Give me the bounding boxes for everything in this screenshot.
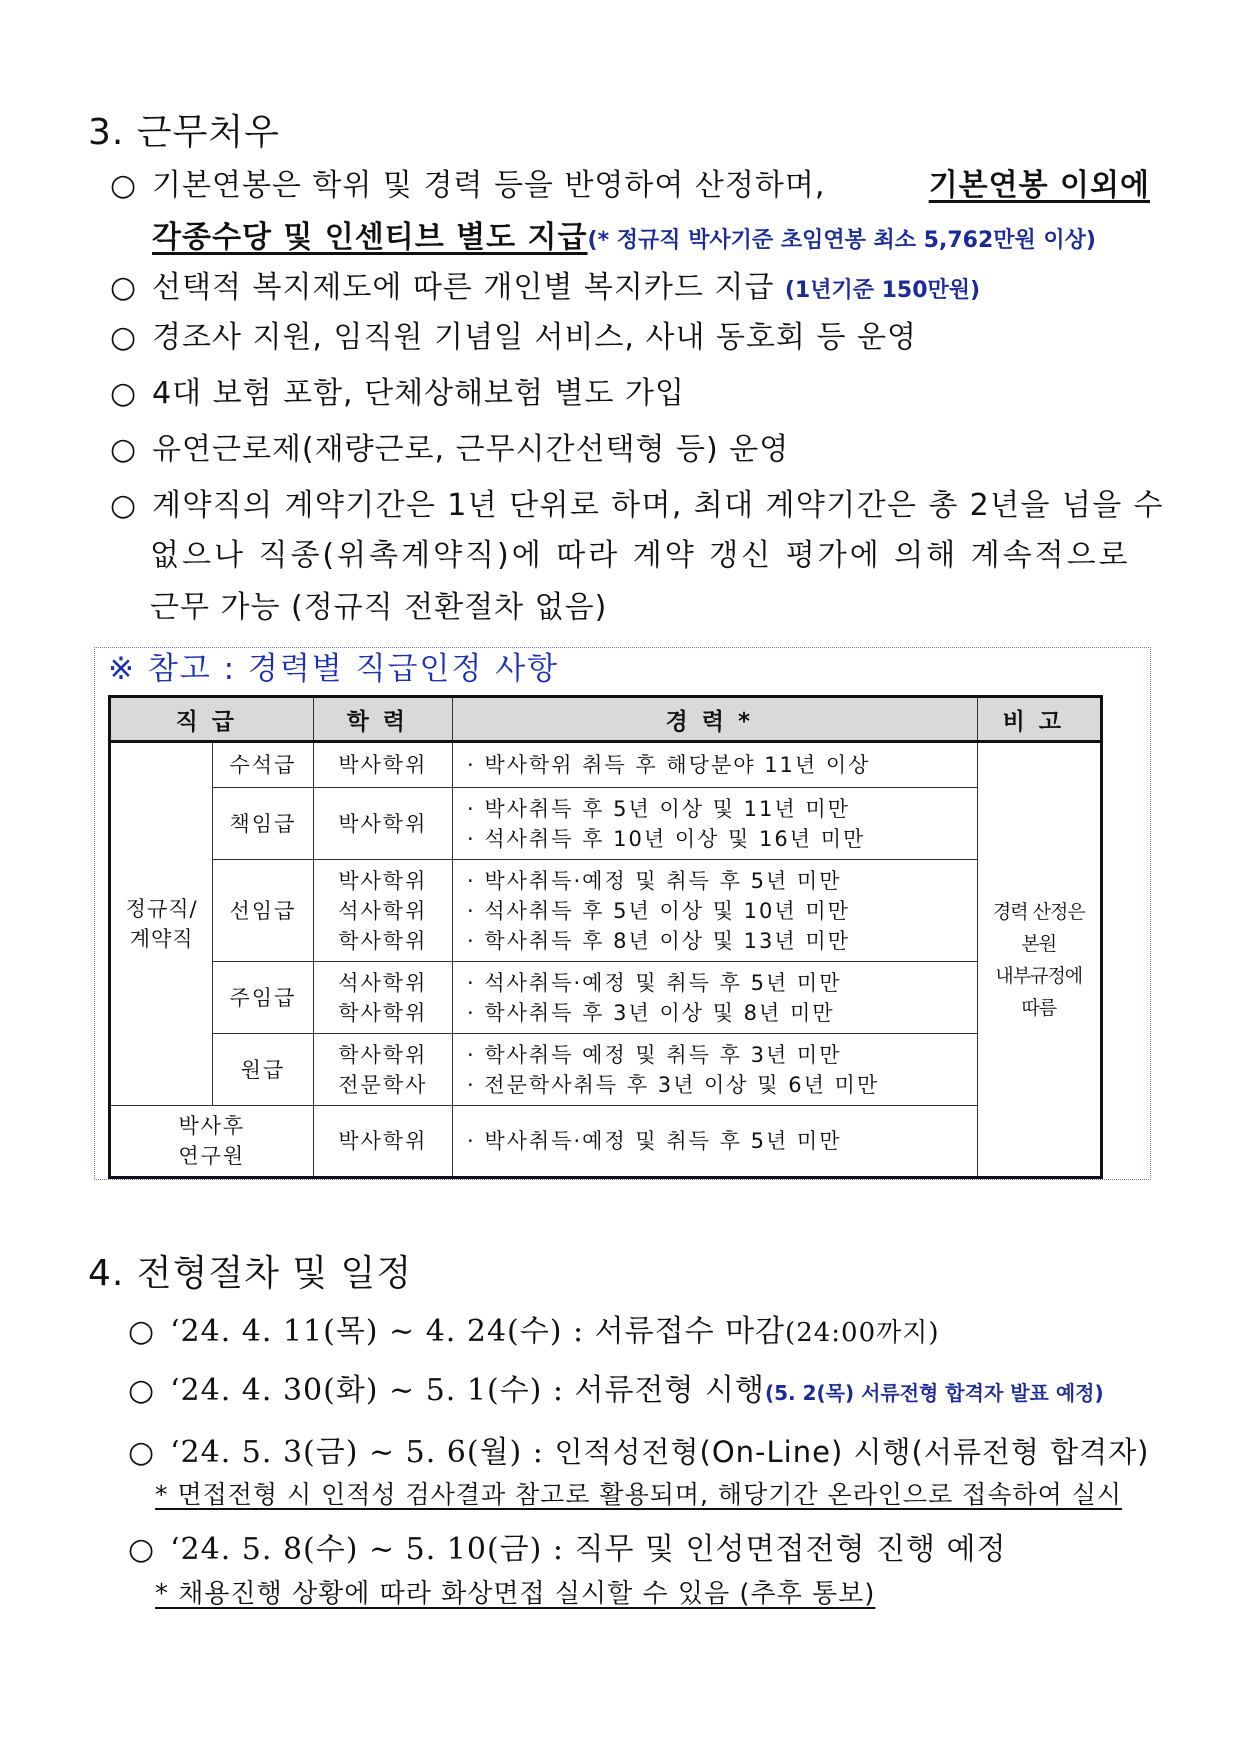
remark-line: 본원 xyxy=(1021,932,1057,955)
separator: : xyxy=(522,1435,555,1470)
degree-line: 석사학위 xyxy=(338,898,428,923)
grade-cell: 책임급 xyxy=(213,788,313,860)
criteria-cell xyxy=(453,742,978,788)
contract-text-3: 근무 가능 (정규직 전환절차 없음) xyxy=(150,590,608,625)
degree-cell xyxy=(313,962,452,1034)
table-row xyxy=(110,742,1102,788)
criteria-line: · 석사취득 후 10년 이상 및 16년 미만 xyxy=(467,826,866,851)
salary-text-1: 기본연봉은 학위 및 경력 등을 반영하여 산정하며, xyxy=(152,168,826,203)
separator: : xyxy=(542,1532,575,1567)
separator: : xyxy=(542,1373,575,1408)
schedule-sub-interview: * 채용진행 상황에 따라 화상면접 실시할 수 있음 (추후 통보) xyxy=(155,1579,876,1609)
header-career: 경력* xyxy=(453,697,978,742)
criteria-line: · 석사취득 후 5년 이상 및 10년 미만 xyxy=(467,898,850,923)
table-row xyxy=(110,962,1102,1034)
reference-title: ※ 참고 : 경력별 직급인정 사항 xyxy=(108,651,560,687)
table-row xyxy=(110,1034,1102,1106)
bullet: ○ xyxy=(128,1373,156,1408)
bullet: ○ xyxy=(128,1532,156,1567)
schedule-item-interview xyxy=(128,1530,1006,1570)
grade-cell: 수석급 xyxy=(213,742,313,788)
criteria-line: · 박사취득 후 5년 이상 및 11년 미만 xyxy=(467,796,850,821)
table-row xyxy=(110,860,1102,962)
criteria-cell: · 박사취득·예정 및 취득 후 5년 미만 xyxy=(453,1106,978,1178)
degree-line: 석사학위 xyxy=(338,970,428,995)
degree-line: 전문학사 xyxy=(338,1072,428,1097)
schedule-item-application xyxy=(128,1312,940,1353)
degree-cell: 박사학위 xyxy=(313,1106,452,1178)
insurance-text: 4대 보험 포함, 단체상해보험 별도 가입 xyxy=(152,376,686,411)
schedule-sub-aptitude: * 면접전형 시 인적성 검사결과 참고로 활용되며, 해당기간 온라인으로 접속하여 실시 xyxy=(155,1480,1123,1509)
grade-line: 박사후 xyxy=(178,1114,246,1138)
schedule-text: 서류접수 마감 xyxy=(594,1314,786,1349)
schedule-date: ‘24. 4. 11(목) ~ 4. 24(수) xyxy=(170,1314,563,1349)
degree-line: 박사학위 xyxy=(338,753,428,777)
grade-cell: 주임급 xyxy=(213,962,313,1034)
contract-text-1: 계약직의 계약기간은 1년 단위로 하며, 최대 계약기간은 총 2년을 넘을 수 xyxy=(152,488,1164,523)
welfare-text: 선택적 복지제도에 따른 개인별 복지카드 지급 xyxy=(152,270,785,305)
schedule-item-document-screening xyxy=(128,1371,1104,1413)
bullet: ○ xyxy=(110,270,138,305)
schedule-text: 인적성전형(On-Line) 시행(서류전형 합격자) xyxy=(554,1435,1150,1469)
remark-cell xyxy=(977,742,1101,1178)
events-text: 경조사 지원, 임직원 기념일 서비스, 사내 동호회 등 운영 xyxy=(152,320,917,355)
table-row-postdoc xyxy=(110,1106,1102,1178)
degree-cell xyxy=(313,788,452,860)
salary-text-emphasis-2: 각종수당 및 인센티브 별도 지급 xyxy=(152,220,588,255)
group-label-cell xyxy=(110,742,213,1106)
section-4-heading: 4. 전형절차 및 일정 xyxy=(88,1253,413,1294)
section-3-heading: 3. 근무처우 xyxy=(88,112,280,153)
schedule-tail: (24:00까지) xyxy=(785,1318,940,1348)
welfare-note: (1년기준 150만원) xyxy=(784,278,981,303)
flex-work-text: 유연근로제(재량근로, 근무시간선택형 등) 운영 xyxy=(152,432,790,467)
degree-line: 학사학위 xyxy=(338,1042,428,1067)
degree-line: 학사학위 xyxy=(338,1000,428,1025)
criteria-line: · 학사취득 후 8년 이상 및 13년 미만 xyxy=(467,928,850,953)
bullet: ○ xyxy=(128,1435,156,1470)
benefit-item-events xyxy=(110,318,917,358)
header-remark: 비고 xyxy=(977,697,1101,742)
benefit-item-welfare-card xyxy=(110,268,980,311)
header-grade: 직급 xyxy=(110,697,314,742)
separator: : xyxy=(562,1314,595,1349)
grade-line: 연구원 xyxy=(178,1144,246,1168)
schedule-text: 서류전형 시행 xyxy=(574,1373,765,1408)
salary-text-emphasis-1: 기본연봉 이외에 xyxy=(928,168,1150,203)
schedule-date: ‘24. 5. 8(수) ~ 5. 10(금) xyxy=(170,1532,543,1567)
criteria-cell xyxy=(453,788,978,860)
criteria-line: · 학사취득 후 3년 이상 및 8년 미만 xyxy=(467,1000,835,1025)
degree-line: 박사학위 xyxy=(338,868,428,893)
schedule-date: ‘24. 4. 30(화) ~ 5. 1(수) xyxy=(170,1373,543,1408)
salary-note: (* 정규직 박사기준 초임연봉 최소 5,762만원 이상) xyxy=(587,228,1096,253)
bullet: ○ xyxy=(128,1314,156,1349)
schedule-text: 직무 및 인성면접전형 진행 예정 xyxy=(574,1532,1007,1567)
benefit-item-salary-cont xyxy=(152,218,1096,261)
degree-cell xyxy=(313,742,452,788)
benefit-item-contract-line2 xyxy=(150,536,1131,576)
group-label: 정규직/ 계약직 xyxy=(125,897,198,951)
grade-table xyxy=(108,695,1103,1179)
degree-line: 학사학위 xyxy=(338,928,428,953)
bullet: ○ xyxy=(110,432,138,467)
schedule-date: ‘24. 5. 3(금) ~ 5. 6(월) xyxy=(170,1435,523,1470)
criteria-line: · 학사취득 예정 및 취득 후 3년 미만 xyxy=(467,1042,842,1067)
criteria-line: · 석사취득·예정 및 취득 후 5년 미만 xyxy=(467,970,842,995)
degree-line: 박사학위 xyxy=(338,811,428,836)
grade-cell: 선임급 xyxy=(213,860,313,962)
remark-line: 내부규정에 xyxy=(995,964,1083,987)
benefit-item-contract xyxy=(110,486,1164,526)
criteria-line: · 박사학위 취득 후 해당분야 11년 이상 xyxy=(467,753,871,777)
benefit-item-flex-work xyxy=(110,430,789,470)
criteria-cell xyxy=(453,1034,978,1106)
benefit-item-insurance xyxy=(110,374,685,414)
grade-cell: 원급 xyxy=(213,1034,313,1106)
grade-cell xyxy=(110,1106,314,1178)
bullet: ○ xyxy=(110,488,138,523)
benefit-item-contract-line3 xyxy=(150,588,607,628)
bullet: ○ xyxy=(110,320,138,355)
table-header-row xyxy=(110,697,1102,742)
table-row xyxy=(110,788,1102,860)
contract-text-2: 없으나 직종(위촉계약직)에 따라 계약 갱신 평가에 의해 계속적으로 xyxy=(150,538,1131,573)
bullet: ○ xyxy=(110,168,138,203)
header-degree: 학력 xyxy=(313,697,452,742)
schedule-note: (5. 2(목) 서류전형 합격자 발표 예정) xyxy=(764,1381,1104,1405)
schedule-item-aptitude xyxy=(128,1432,1149,1473)
criteria-line: · 전문학사취득 후 3년 이상 및 6년 미만 xyxy=(467,1072,880,1097)
criteria-cell xyxy=(453,860,978,962)
criteria-line: · 박사취득·예정 및 취득 후 5년 미만 xyxy=(467,868,842,893)
criteria-cell xyxy=(453,962,978,1034)
remark-line: 따름 xyxy=(1021,996,1057,1019)
benefit-item-salary xyxy=(110,166,1150,206)
remark-line: 경력 산정은 xyxy=(992,900,1085,923)
degree-cell xyxy=(313,1034,452,1106)
bullet: ○ xyxy=(110,376,138,411)
degree-cell xyxy=(313,860,452,962)
